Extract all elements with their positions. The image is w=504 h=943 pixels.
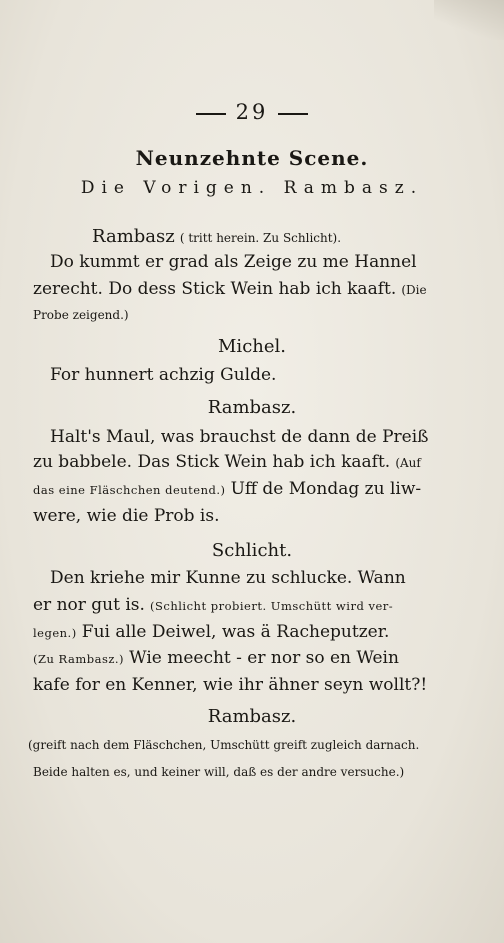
- speaker-name: Rambasz: [92, 226, 175, 247]
- dialogue-line: were, wie die Prob is.: [33, 506, 220, 526]
- dialogue-text: Uff de Mondag zu liw-: [230, 479, 422, 499]
- stage-direction: Probe zeigend.): [33, 308, 129, 322]
- dialogue-text: er nor gut is.: [33, 595, 145, 615]
- page-corner-fold: [434, 0, 504, 40]
- characters-line: Die Vorigen. Rambasz.: [80, 178, 424, 198]
- dialogue-text: Fui alle Deiwel, was ä Racheputzer.: [81, 622, 390, 642]
- dash-right: [278, 113, 308, 115]
- line-14: [33, 595, 393, 615]
- dialogue-line: kafe for en Kenner, wie ihr ähner seyn wollt?!: [33, 675, 428, 695]
- dialogue-text: Wie meecht - er nor so en Wein: [129, 648, 399, 668]
- line-3: [33, 279, 427, 299]
- line-16: [33, 648, 399, 668]
- line-10: [33, 479, 421, 499]
- dialogue-line: For hunnert achzig Gulde.: [50, 365, 277, 385]
- dialogue-line: Do kummt er grad als Zeige zu me Hannel: [50, 252, 417, 272]
- line-1: [92, 226, 341, 247]
- page-number-line: [0, 100, 504, 124]
- dialogue-line: Halt's Maul, was brauchst de dann de Preiß: [50, 427, 429, 447]
- dialogue-line: Den kriehe mir Kunne zu schlucke. Wann: [50, 568, 406, 588]
- line-15: [33, 622, 389, 642]
- line-9: [33, 452, 421, 472]
- dash-left: [196, 113, 226, 115]
- scene-title: Neunzehnte Scene.: [135, 146, 369, 170]
- stage-direction: legen.): [33, 626, 77, 640]
- dialogue-text: zu babbele. Das Stick Wein hab ich kaaft.: [33, 452, 391, 472]
- stage-direction: das eine Fläschchen deutend.): [33, 483, 226, 497]
- stage-direction: (greift nach dem Fläschchen, Umschütt greift zugleich darnach.: [28, 738, 420, 752]
- dialogue-text: zerecht. Do dess Stick Wein hab ich kaaft.: [33, 279, 397, 299]
- speaker-name: Rambasz.: [207, 706, 297, 727]
- speaker-name: Rambasz.: [207, 397, 297, 418]
- stage-direction: (Schlicht probiert. Umschütt wird ver-: [150, 599, 394, 613]
- stage-direction: (Zu Rambasz.): [33, 652, 125, 666]
- stage-direction: Beide halten es, und keiner will, daß es der andre versuche.): [33, 765, 405, 779]
- stage-direction: (Die: [401, 283, 427, 297]
- stage-direction: ( tritt herein. Zu Schlicht).: [179, 231, 342, 245]
- speaker-name: Schlicht.: [211, 540, 293, 561]
- stage-direction: (Auf: [395, 456, 421, 470]
- page-number: 29: [235, 100, 269, 124]
- speaker-name: Michel.: [218, 336, 286, 357]
